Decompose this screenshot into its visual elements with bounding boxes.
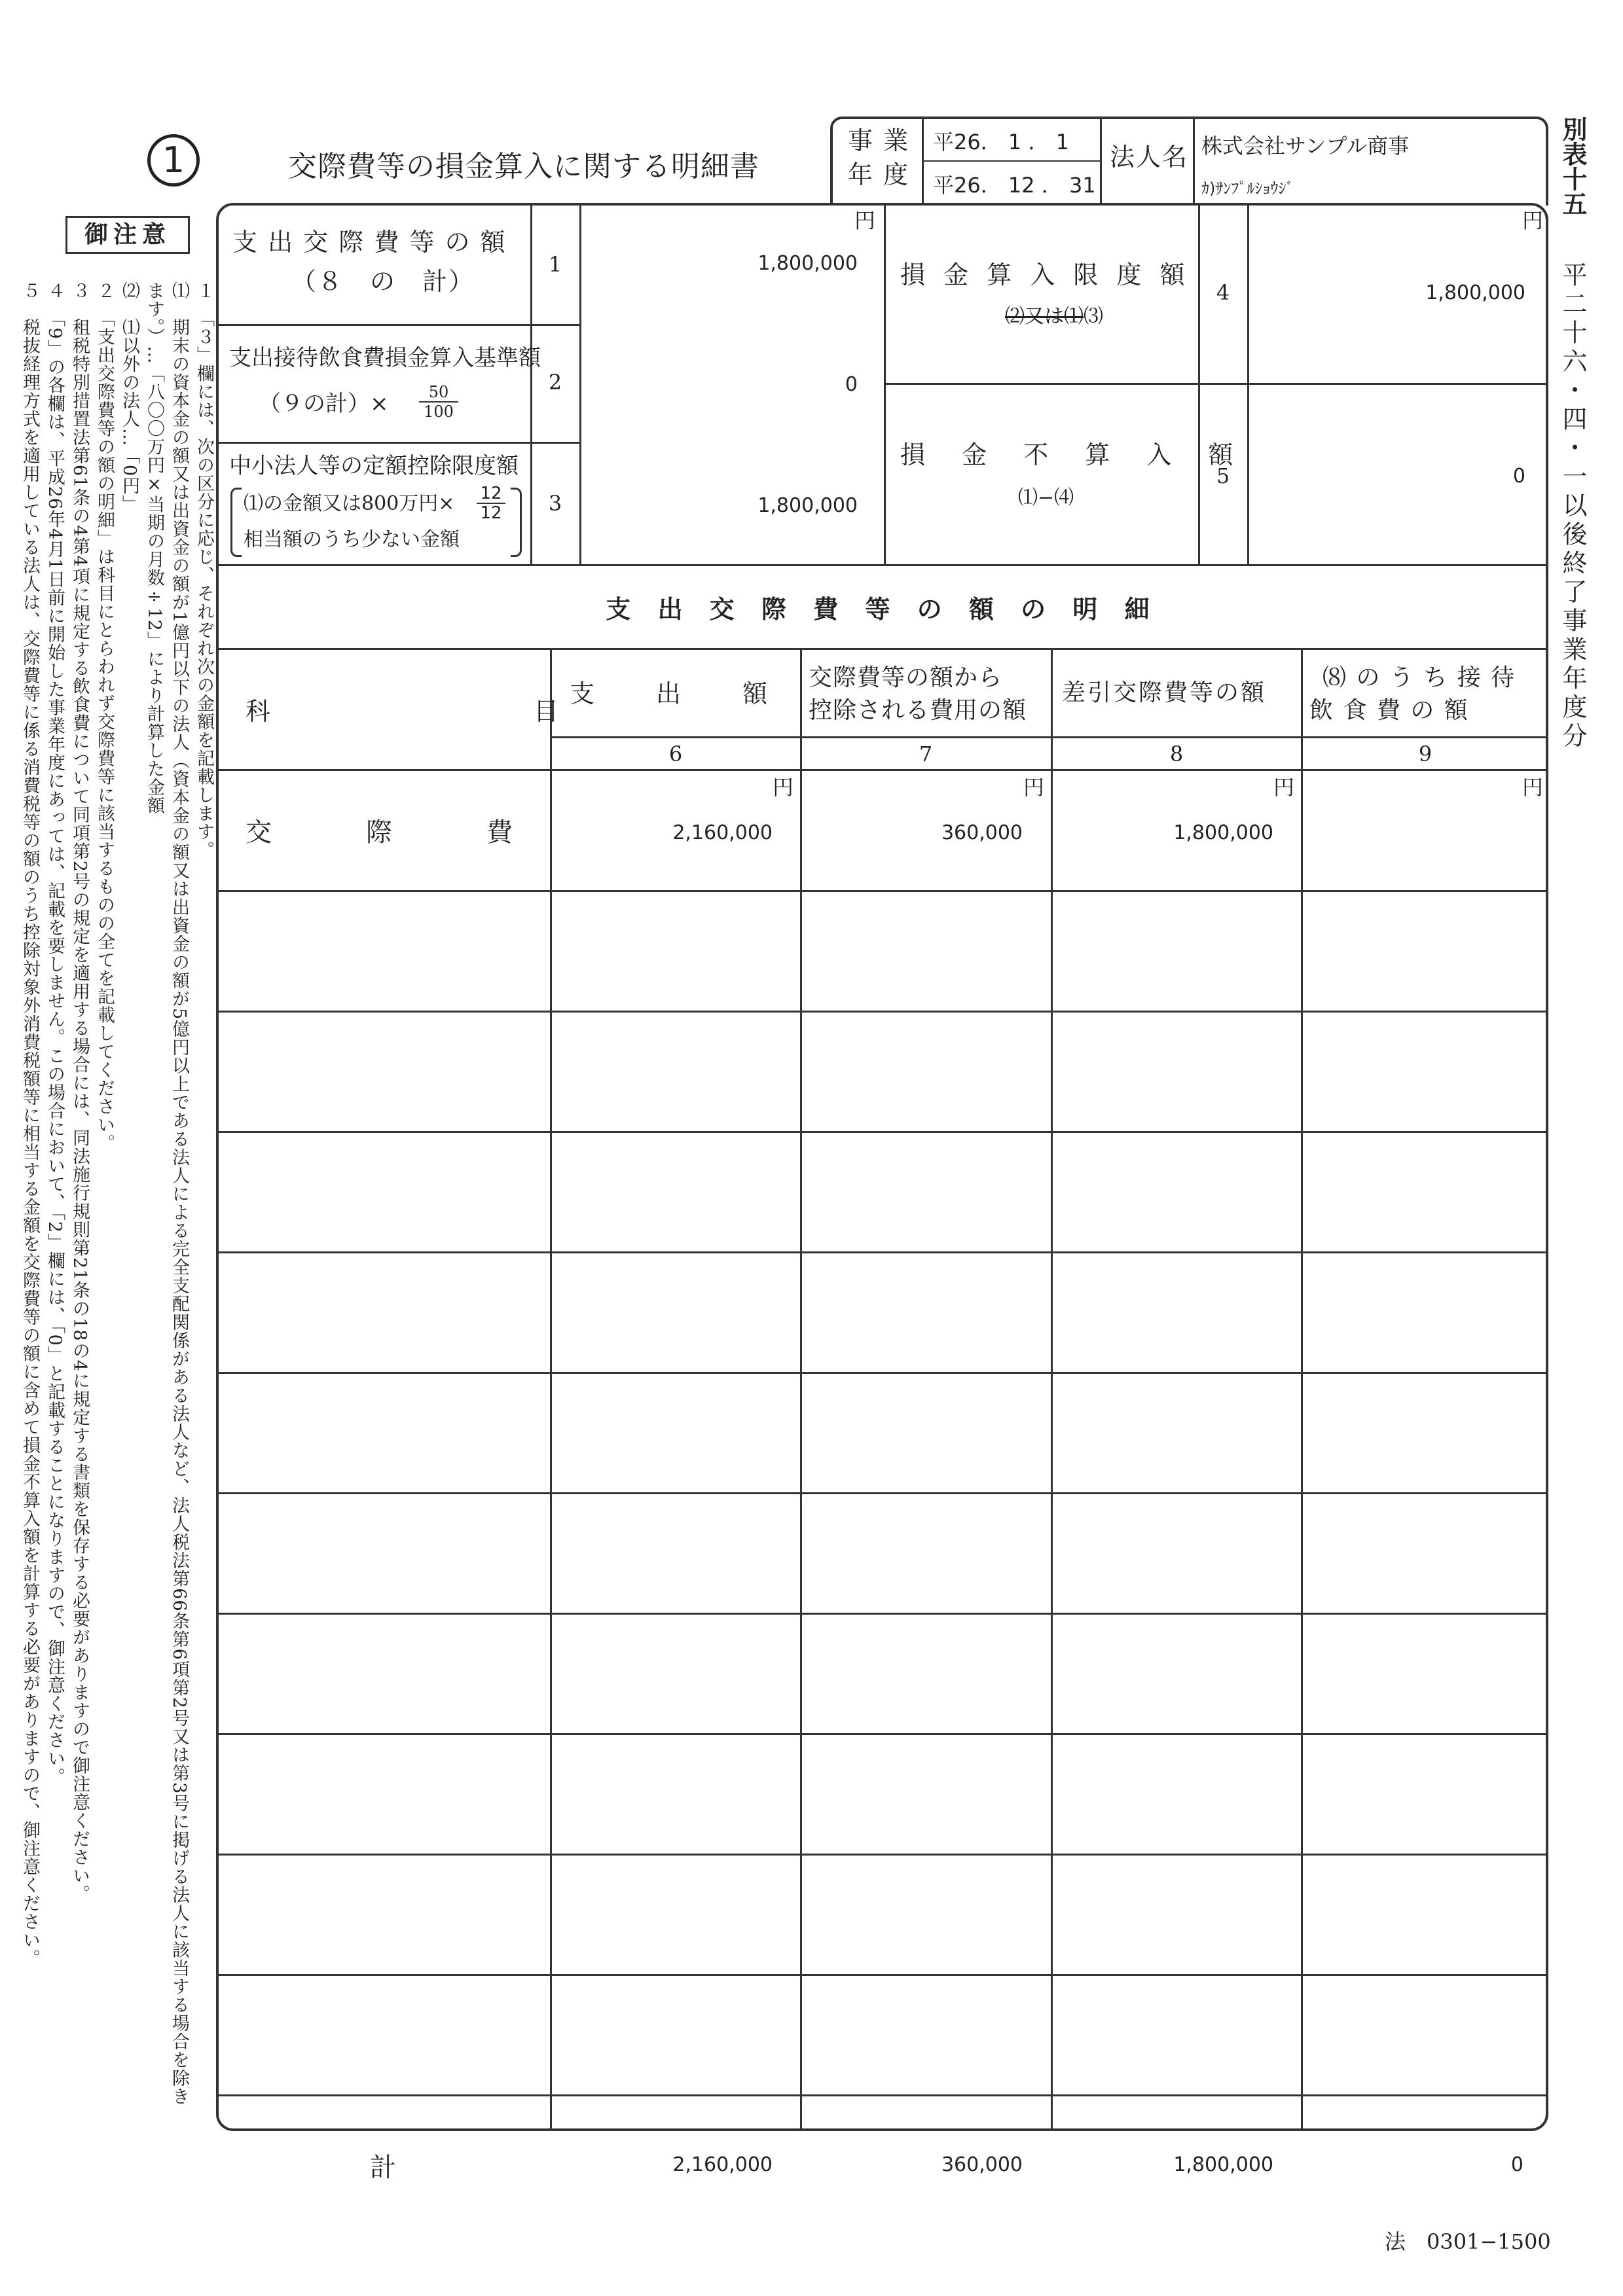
row5-value: 0 [1512, 465, 1525, 488]
corp-name-label: 法人名 [1110, 143, 1189, 171]
note-item: ５ 税抜経理方式を適用している法人は、交際費等に係る消費税等の額のうち控除対象外消費税額等に相当する金額を交際費等の額に含めて損金不算入額を計算する必要がありますので、御注意ください。 [20, 281, 40, 1967]
row4-value: 1,800,000 [1425, 281, 1525, 304]
row2-value: 0 [845, 373, 858, 396]
row1-label: 支 出 交 際 費 等 の 額 [232, 228, 507, 257]
notes-heading: 御注意 [65, 216, 190, 254]
yen-unit: 円 [1522, 208, 1544, 233]
notes-body [20, 281, 216, 2114]
form-code: 法 0301−1500 [1385, 2229, 1551, 2254]
yen-unit: 円 [854, 208, 876, 233]
note-item: ４ 「9」の各欄は、平成26年4月1日前に開始した事業年度にあっては、記載を要しません。この場合において、「2」欄には、「0」と記載することになりますので、御注意ください。 [45, 281, 65, 1786]
col6-header: 支 出 額 [570, 679, 772, 708]
total-c7: 360,000 [941, 2153, 1023, 2176]
applicability-note: 平二十六・四・一以後終了事業年度分 [1558, 262, 1587, 751]
row1-value: 1,800,000 [757, 252, 858, 275]
detail-title: 支 出 交 際 費 等 の 額 の 明 細 [606, 595, 1159, 624]
row3-bracket-right [511, 488, 522, 557]
table-number: 別表十五 [1558, 117, 1587, 216]
row5-number: 5 [1216, 463, 1230, 488]
row4-number: 4 [1216, 280, 1230, 305]
total-c6: 2,160,000 [672, 2153, 773, 2176]
yen-unit: 円 [1273, 775, 1295, 800]
row3-sub: ⑴の金額又は800万円× [244, 492, 455, 515]
row3-value: 1,800,000 [757, 494, 858, 517]
note-item: １ 「３」欄には、次の区分に応じ、それぞれ次の金額を記載します。 [194, 281, 214, 859]
row2-fraction [419, 383, 458, 421]
note-item: ⑵ ⑴以外の法人…「0円」 [119, 281, 139, 514]
col8-header: 差引交際費等の額 [1062, 679, 1267, 706]
col9-header-line1: ⑻ の う ち 接 待 [1322, 664, 1516, 691]
row3-fraction [477, 484, 505, 522]
note-item: ２ 「支出交際費等の額の明細」は科目にとらわれず交際費等に該当するものの全てを記載してください。 [94, 281, 115, 1153]
total-c8: 1,800,000 [1173, 2153, 1273, 2176]
row3-label: 中小法人等の定額控除限度額 [229, 453, 519, 479]
col9-number: 9 [1418, 742, 1432, 766]
col9-header-line2: 飲 食 費 の 額 [1309, 697, 1469, 724]
row2-number: 2 [548, 370, 562, 395]
row2-frac-num: 50 [419, 383, 458, 403]
total-label: 計 [370, 2153, 397, 2183]
detail-row-c8: 1,800,000 [1173, 821, 1273, 844]
row1-sub: （８ の 計） [291, 267, 475, 296]
row4-struck-option: ⑵又は⑴ [1005, 305, 1084, 328]
period-label-bottom: 年 度 [848, 160, 910, 189]
row2-label: 支出接待飲食費損金算入基準額 [229, 345, 541, 371]
row3-frac-den: 12 [480, 503, 502, 523]
row3-bracket-left [230, 488, 242, 557]
form-title: 交際費等の損金算入に関する明細書 [288, 150, 759, 183]
form-number: 1 [162, 139, 185, 181]
corp-kana: ｶ)ｻﾝﾌﾟﾙｼｮｳｼﾞ [1201, 179, 1294, 198]
total-c9: 0 [1510, 2153, 1523, 2176]
row2-sub: （９の計）× [259, 391, 389, 417]
detail-row-subject: 交 際 費 [246, 817, 517, 848]
note-item: ３ 租税特別措置法第61条の4第4項に規定する飲食費について同項第2号の規定を適用する場合には、同法施行規則第21条の18の4に規定する書類を保存する必要がありますので御注意ください。 [69, 281, 90, 1903]
row5-sub: ⑴−⑷ [1018, 486, 1074, 509]
period-to: 平26． 12 ． 31 [933, 173, 1096, 198]
row3-sub2: 相当額のうち少ない金額 [244, 528, 460, 551]
detail-row-c7: 360,000 [941, 821, 1023, 844]
col7-header-line1: 交際費等の額から [809, 664, 1003, 691]
period-from: 平26． 1 ． 1 [933, 130, 1069, 154]
form-number-badge [147, 134, 200, 187]
col7-header-line2: 控除される費用の額 [809, 697, 1027, 724]
row4-selected-option: ⑶ [1084, 305, 1103, 328]
yen-unit: 円 [1023, 775, 1045, 800]
yen-unit: 円 [773, 775, 794, 800]
row4-label: 損 金 算 入 限 度 額 [900, 260, 1190, 289]
corp-name: 株式会社サンプル商事 [1201, 134, 1410, 158]
row4-sub [1005, 300, 1103, 329]
col-subject-header: 科 目 [246, 697, 560, 726]
col6-number: 6 [668, 742, 683, 766]
col7-number: 7 [919, 742, 933, 766]
row5-label: 損 金 不 算 入 額 [900, 440, 1248, 469]
detail-row-c6: 2,160,000 [672, 821, 773, 844]
row3-frac-num: 12 [477, 484, 505, 504]
yen-unit: 円 [1522, 775, 1544, 800]
row1-number: 1 [548, 252, 562, 277]
row2-frac-den: 100 [424, 403, 454, 421]
period-label-top: 事 業 [848, 126, 910, 155]
note-item: ⑴ 期末の資本金の額又は出資金の額が1億円以下の法人（資本金の額又は出資金の額が5億円以上である法人による完全支配関係がある法人など、法人税法第66条第6項第2号又は第3号に掲げる法人に該当する場合を除きます。）…「八〇〇万円×当期の月数÷12」により計算した金額 [144, 281, 189, 2106]
row3-number: 3 [548, 491, 562, 516]
col8-number: 8 [1169, 742, 1184, 766]
